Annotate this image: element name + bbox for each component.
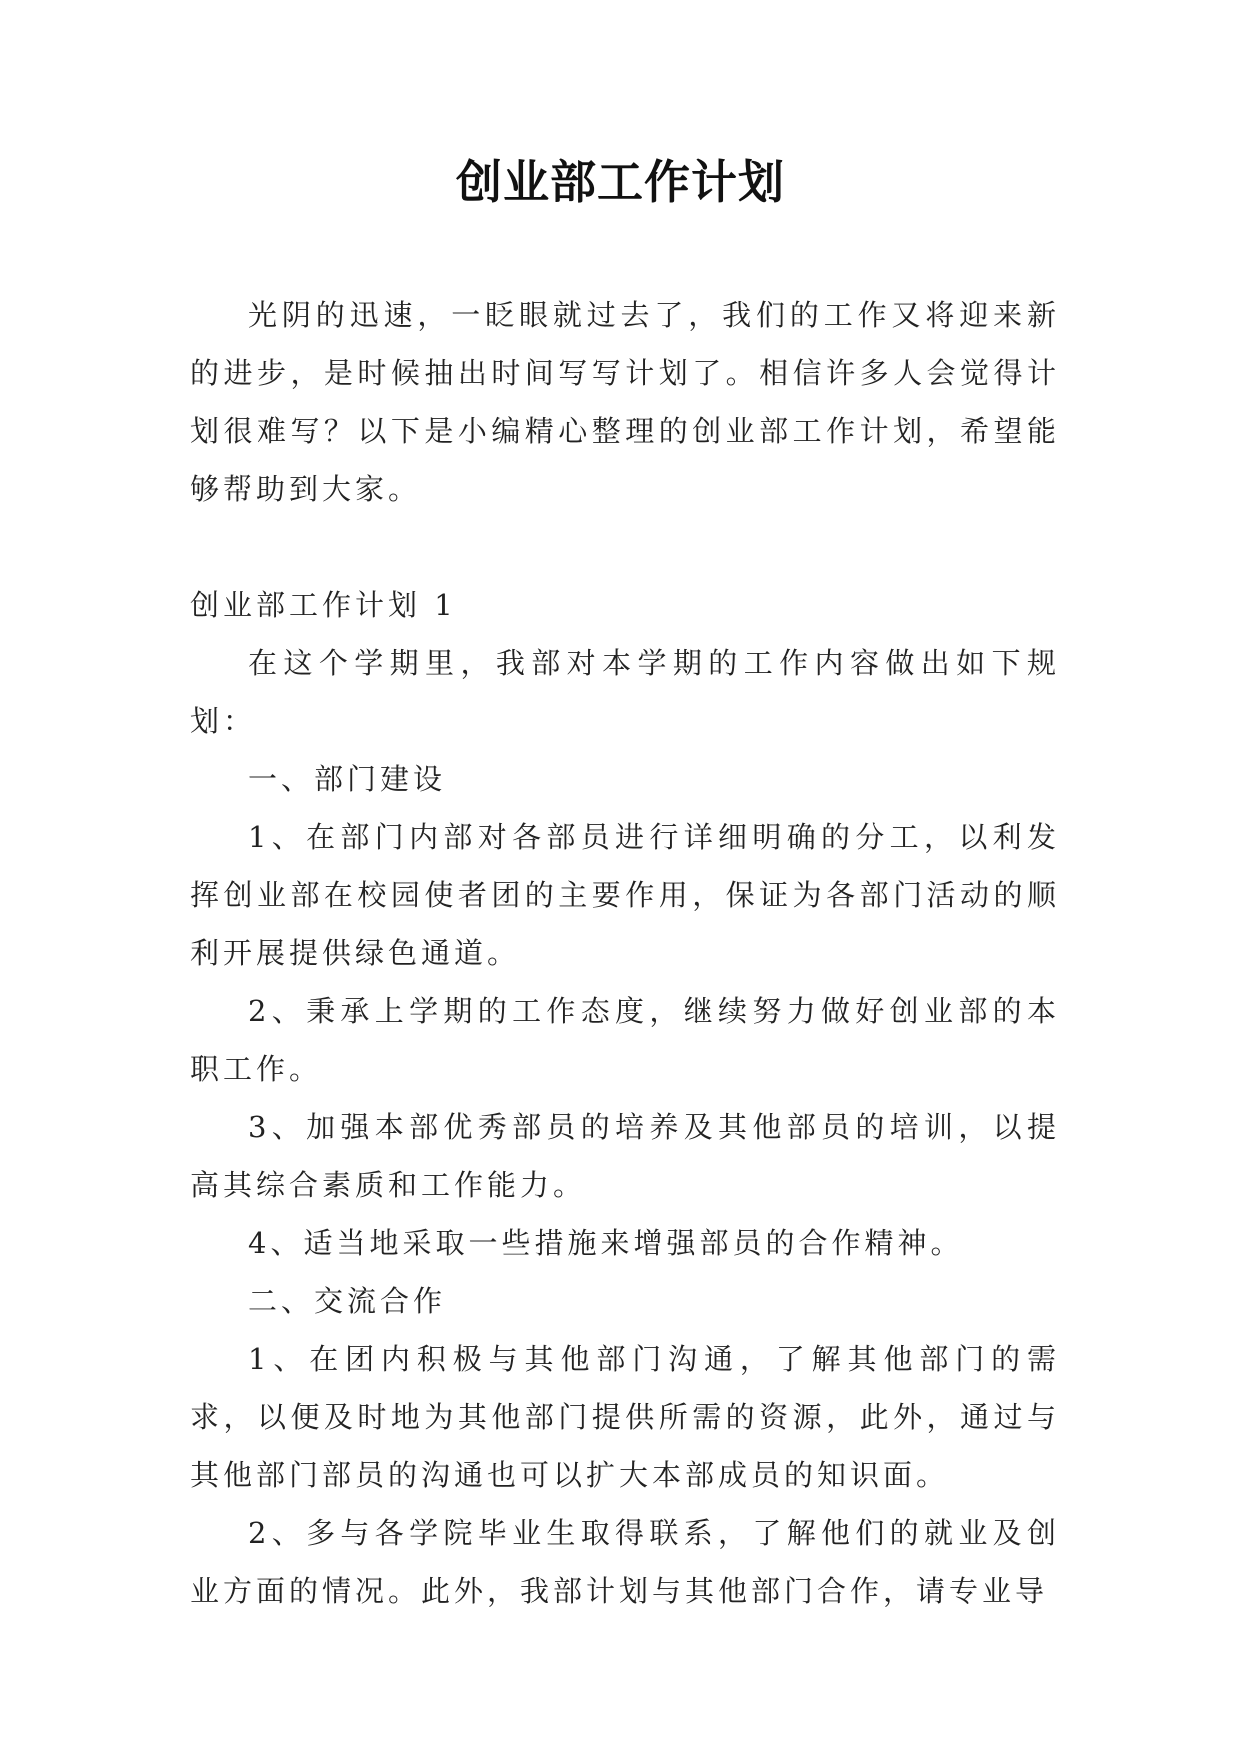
- paragraph-plan-intro: 在这个学期里，我部对本学期的工作内容做出如下规划：: [190, 646, 1060, 738]
- paragraph-item-4: 4、适当地采取一些措施来增强部员的合作精神。: [248, 1226, 964, 1260]
- paragraph-item-1: 1、在部门内部对各部员进行详细明确的分工，以利发挥创业部在校园使者团的主要作用，保证为各部门活动的顺利开展提供绿色通道。: [190, 820, 1060, 970]
- paragraph-cooperation-item-2: 2、多与各学院毕业生取得联系，了解他们的就业及创业方面的情况。此外，我部计划与其他部门合作，请专业导: [190, 1516, 1060, 1608]
- document-body: [190, 286, 1060, 1620]
- document-title: 创业部工作计划: [456, 155, 785, 209]
- paragraph-heading-cooperation: 二、交流合作: [248, 1284, 447, 1318]
- section-heading: 创业部工作计划 1: [190, 588, 457, 622]
- paragraph-item-2: 2、秉承上学期的工作态度，继续努力做好创业部的本职工作。: [190, 994, 1060, 1086]
- intro-paragraph: 光阴的迅速，一眨眼就过去了，我们的工作又将迎来新的进步，是时候抽出时间写写计划了。相信许多人会觉得计划很难写？以下是小编精心整理的创业部工作计划，希望能够帮助到大家。: [190, 298, 1060, 506]
- paragraph-heading-department: 一、部门建设: [248, 762, 447, 796]
- paragraph-item-3: 3、加强本部优秀部员的培养及其他部员的培训，以提高其综合素质和工作能力。: [190, 1110, 1060, 1202]
- paragraph-cooperation-item-1: 1、在团内积极与其他部门沟通，了解其他部门的需求，以便及时地为其他部门提供所需的资源，此外，通过与其他部门部员的沟通也可以扩大本部成员的知识面。: [190, 1342, 1060, 1492]
